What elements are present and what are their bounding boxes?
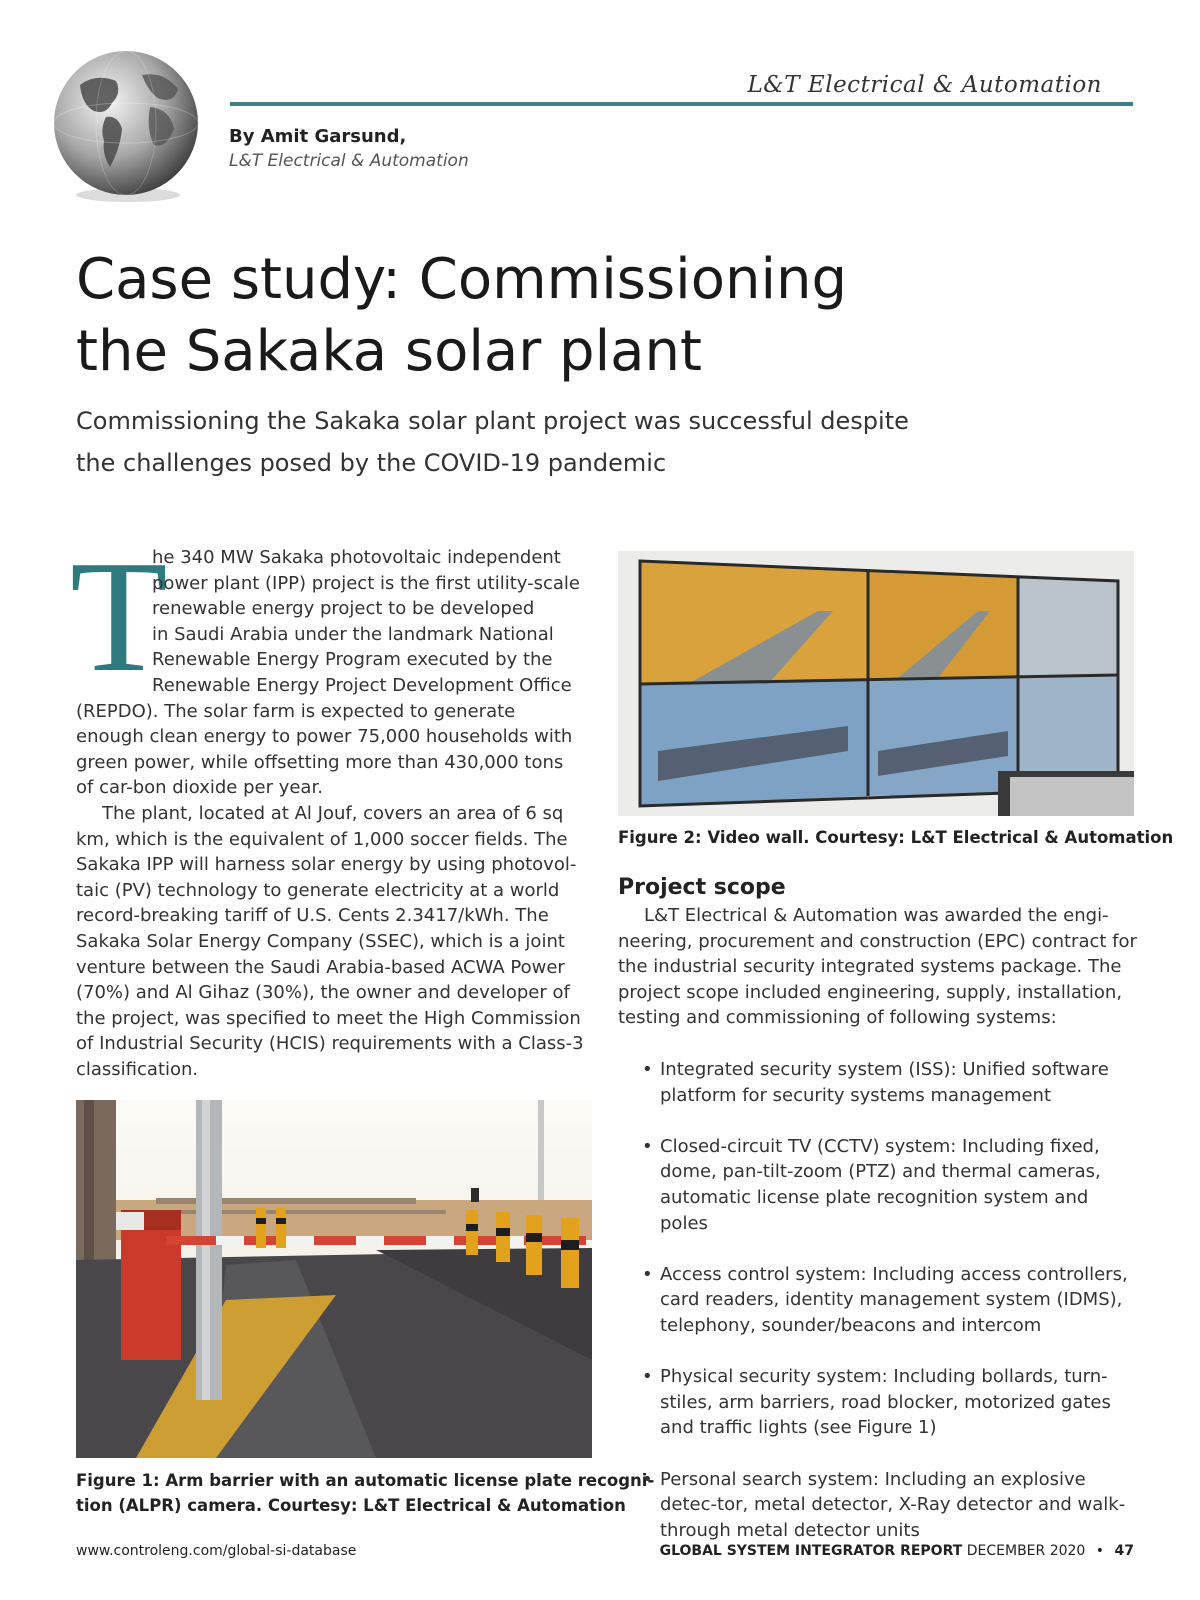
left-column <box>70 527 586 1082</box>
lead-line: in Saudi Arabia under the landmark National <box>152 623 554 645</box>
lead-line: he 340 MW Sakaka photovoltaic independent <box>152 547 561 568</box>
section-heading: Project scope <box>618 875 786 900</box>
figure2-caption: Figure 2: Video wall. Courtesy: L&T Electrical & Automation <box>618 828 1174 847</box>
byline-organization: L&T Electrical & Automation <box>229 151 469 171</box>
footer-separator: • <box>1095 1543 1105 1559</box>
caption-line: tion (ALPR) camera. Courtesy: L&T Electrical & Automation <box>76 1496 626 1515</box>
title-line: Case study: Commissioning <box>76 247 848 312</box>
figure2-photo <box>618 551 1134 816</box>
footer-publication: GLOBAL SYSTEM INTEGRATOR REPORT <box>659 1543 963 1559</box>
lead-paragraph <box>70 527 586 801</box>
title-line: the Sakaka solar plant <box>76 319 702 384</box>
lead-line: renewable energy project to be developed <box>152 598 535 620</box>
footer-url: www.controleng.com/global-si-database <box>76 1543 357 1559</box>
deck-line: the challenges posed by the COVID-19 pandemic <box>76 449 667 477</box>
right-column <box>618 903 1138 1031</box>
scope-paragraph: L&T Electrical & Automation was awarded the engi-neering, procurement and construction (EPC) contract for the industrial security integrated systems package. The project scope included engineering, supply, installation, testing and commissioning of following systems: <box>618 905 1137 1029</box>
byline-author: By Amit Garsund, <box>229 126 407 147</box>
body-paragraph: The plant, located at Al Jouf, covers an area of 6 sq km, which is the equivalent of 1,000 soccer fields. The Sakaka IPP will harness solar energy by using photovol-taic (PV) technology to generate electricity at a world record-breaking tariff of U.S. Cents 2.3417/kWh. The Sakaka Solar Energy Company (SSEC), which is a joint venture between the Saudi Arabia-based ACWA Power (70%) and Al Gihaz (30%), the owner and developer of the project, was specified to meet the High Commission of Industrial Security (HCIS) requirements with a Class-3 classification. <box>76 802 584 1080</box>
figure1-caption <box>76 1468 655 1518</box>
lead-line: Renewable Energy Program executed by the <box>152 649 553 671</box>
list-item: • Integrated security system (ISS): Unified software platform for security systems management <box>640 1057 1140 1108</box>
lead-rest: (REPDO). The solar farm is expected to generate enough clean energy to power 75,000 households with green power, while offsetting more than 430,000 tons of car-bon dioxide per year. <box>76 700 573 799</box>
footer-info <box>660 1543 1134 1559</box>
section-label: L&T Electrical & Automation <box>747 72 1102 98</box>
list-item: • Physical security system: Including bollards, turn-stiles, arm barriers, road blocker, motorized gates and traffic lights (see Figure 1) <box>640 1364 1140 1441</box>
deck-line: Commissioning the Sakaka solar plant project was successful despite <box>76 407 909 435</box>
list-item: • Access control system: Including access controllers, card readers, identity management system (IDMS), telephony, sounder/beacons and intercom <box>640 1262 1140 1339</box>
globe-icon <box>46 45 206 205</box>
caption-line: Figure 1: Arm barrier with an automatic license plate recogni- <box>76 1471 655 1490</box>
article-deck <box>76 400 1076 484</box>
footer-issue: DECEMBER 2020 <box>966 1543 1086 1559</box>
figure1-photo <box>76 1100 592 1458</box>
lead-line: power plant (IPP) project is the first utility-scale <box>152 572 580 594</box>
drop-cap: T <box>70 527 168 705</box>
list-item: • Personal search system: Including an explosive detec-tor, metal detector, X-Ray detector and walk-through metal detector units <box>640 1467 1140 1544</box>
list-item: • Closed-circuit TV (CCTV) system: Including fixed, dome, pan-tilt-zoom (PTZ) and thermal cameras, automatic license plate recognition system and poles <box>640 1134 1140 1236</box>
scope-list <box>640 1057 1140 1569</box>
article-title <box>76 244 1076 388</box>
lead-line: Renewable Energy Project Development Office <box>152 674 572 696</box>
header-rule <box>230 102 1133 106</box>
page-number: 47 <box>1114 1543 1134 1559</box>
